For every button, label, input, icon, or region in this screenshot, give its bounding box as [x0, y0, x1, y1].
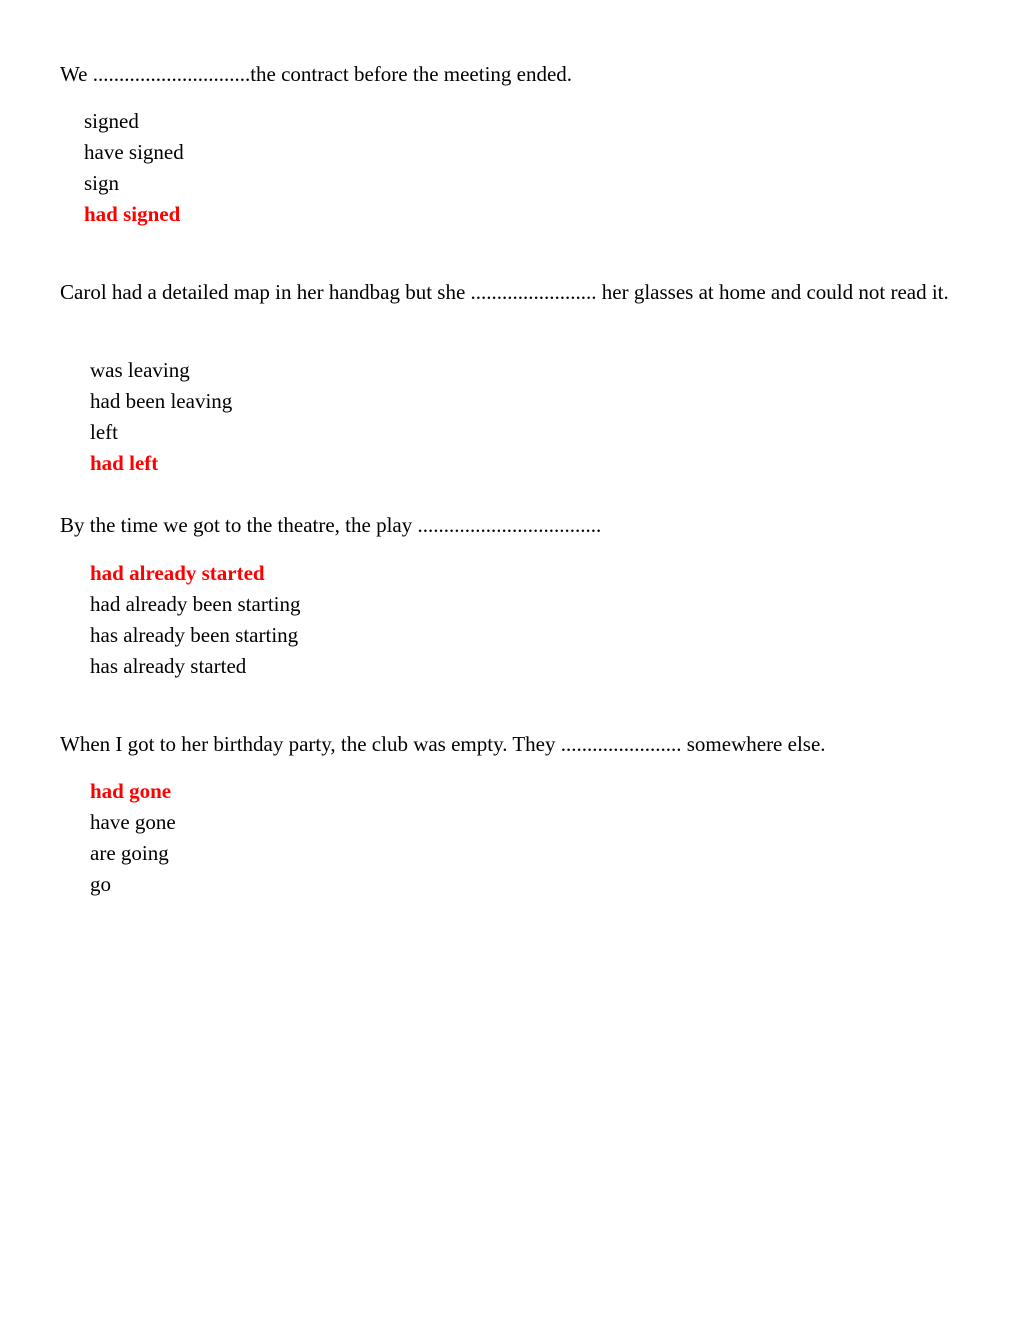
question-1 [60, 59, 960, 226]
answer-option: have gone [90, 810, 176, 834]
answer-option: was leaving [90, 358, 190, 382]
answer-option: have signed [84, 140, 184, 164]
question-3 [60, 510, 960, 678]
question-4 [60, 729, 960, 896]
answer-option: go [90, 872, 111, 896]
answer-option: had been leaving [90, 389, 233, 413]
answer-option: had already been starting [90, 592, 301, 616]
correct-answer-option: had already started [90, 561, 265, 585]
answer-options [84, 106, 184, 230]
answer-options [90, 558, 301, 682]
answer-options [90, 355, 232, 479]
question-text: We ..............................the contract before the meeting ended. [60, 62, 573, 86]
question-text: When I got to her birthday party, the club was empty. They ....................... somewhere else. [60, 732, 826, 756]
correct-answer-option: had gone [90, 779, 172, 803]
question-text: Carol had a detailed map in her handbag but she ........................ her glasses at home and could not read it. [60, 280, 949, 304]
answer-option: are going [90, 841, 169, 865]
answer-option: signed [84, 109, 139, 133]
answer-options [90, 776, 176, 900]
answer-option: left [90, 420, 118, 444]
correct-answer-option: had left [90, 451, 159, 475]
correct-answer-option: had signed [84, 202, 181, 226]
question-2 [60, 277, 960, 475]
answer-option: has already started [90, 654, 247, 678]
answer-option: sign [84, 171, 120, 195]
answer-option: has already been starting [90, 623, 299, 647]
question-text: By the time we got to the theatre, the play ................................... [60, 513, 602, 537]
